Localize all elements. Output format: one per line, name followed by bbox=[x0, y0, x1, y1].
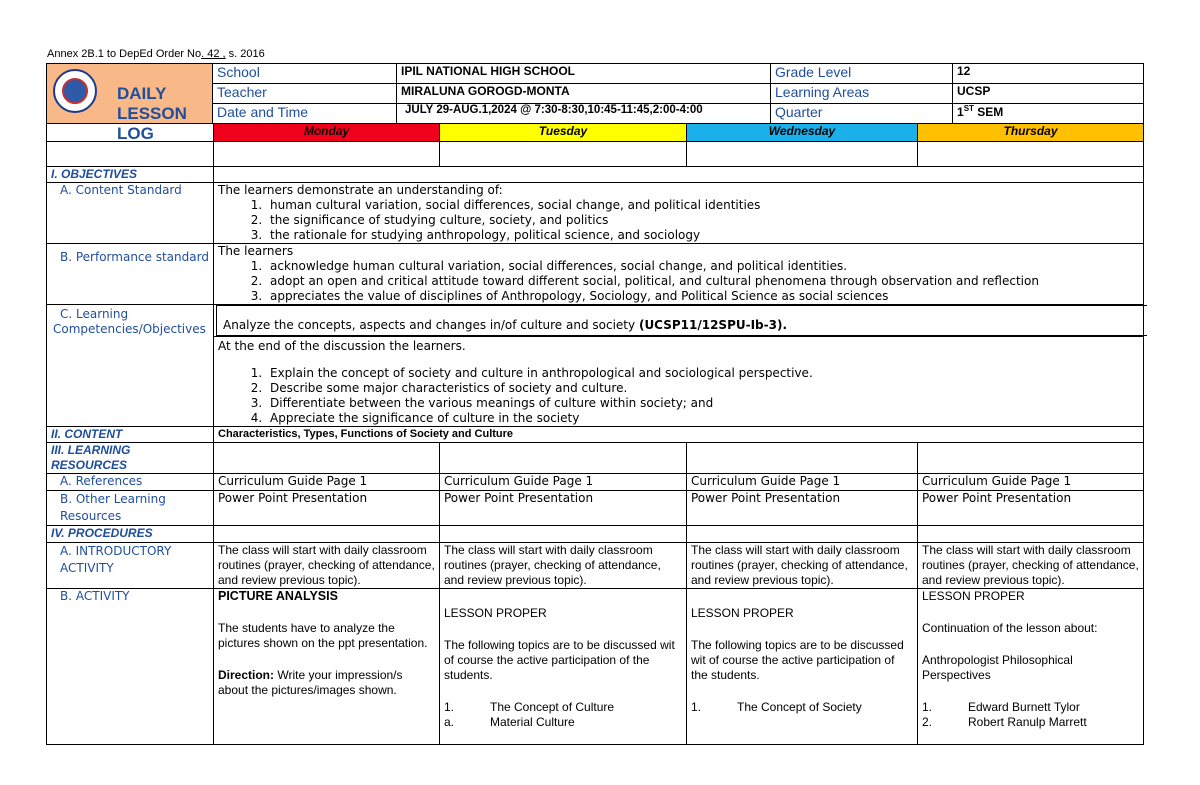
performance-standard-list bbox=[218, 259, 1139, 304]
activity-monday bbox=[214, 589, 440, 745]
school-label: School bbox=[213, 64, 397, 84]
learning-resources-heading: III. LEARNING RESOURCES bbox=[47, 443, 214, 474]
blank-cell bbox=[214, 443, 440, 474]
date-time-label: Date and Time bbox=[213, 104, 397, 124]
blank-cell bbox=[918, 443, 1144, 474]
performance-standard-intro: The learners bbox=[218, 244, 294, 258]
content-standard-intro: The learners demonstrate an understanding of: bbox=[218, 183, 503, 197]
other-resources-thursday: Power Point Presentation bbox=[918, 491, 1144, 526]
day-header-thursday: Thursday bbox=[918, 124, 1144, 142]
grade-level-label: Grade Level bbox=[771, 64, 953, 84]
list-item: 2. adopt an open and critical attitude toward different social, political, and cultural phenomena through observation and reflection bbox=[266, 274, 1139, 289]
blank-cell bbox=[214, 167, 1144, 183]
blank-cell bbox=[440, 142, 687, 167]
content-standard-list bbox=[218, 198, 1139, 243]
list-item: 1. human cultural variation, social differences, social change, and political identities bbox=[266, 198, 1139, 213]
day-header-wednesday: Wednesday bbox=[687, 124, 918, 142]
lesson-item: 2. Robert Ranulp Marrett bbox=[922, 715, 1087, 729]
objectives-heading: I. OBJECTIVES bbox=[47, 167, 214, 183]
lesson-item: 1. The Concept of Culture bbox=[444, 700, 615, 714]
competencies-label: C. Learning Competencies/Objectives bbox=[47, 305, 214, 427]
performance-standard-label: B. Performance standard bbox=[47, 244, 214, 305]
list-item: 4. Appreciate the significance of culture in the society bbox=[266, 411, 1139, 426]
list-item: 3. Differentiate between the various meanings of culture within society; and bbox=[266, 396, 1139, 411]
blank-cell bbox=[918, 142, 1144, 167]
objectives-list bbox=[218, 366, 1139, 426]
references-tuesday: Curriculum Guide Page 1 bbox=[440, 474, 687, 491]
content-value: Characteristics, Types, Functions of Society and Culture bbox=[214, 427, 1144, 443]
other-resources-monday: Power Point Presentation bbox=[214, 491, 440, 526]
blank-cell bbox=[214, 142, 440, 167]
competency-box: Analyze the concepts, aspects and changes in/of culture and society (UCSP11/12SPU-Ib-3). bbox=[216, 305, 1147, 336]
lesson-proper-heading: LESSON PROPER bbox=[922, 589, 1025, 603]
procedures-heading: IV. PROCEDURES bbox=[47, 526, 214, 543]
other-resources-wednesday: Power Point Presentation bbox=[687, 491, 918, 526]
list-item: 3. appreciates the value of disciplines of Anthropology, Sociology, and Political Science as social sciences bbox=[266, 289, 1139, 304]
blank-cell bbox=[440, 526, 687, 543]
header-logo-cell bbox=[47, 64, 213, 143]
day-header-monday: Monday bbox=[214, 124, 440, 142]
intro-tuesday: The class will start with daily classroom routines (prayer, checking of attendance, and review previous topic). bbox=[440, 543, 687, 589]
activity-wednesday bbox=[687, 589, 918, 745]
list-item: 2. Describe some major characteristics of society and culture. bbox=[266, 381, 1139, 396]
competencies-cell bbox=[214, 305, 1144, 427]
activity-title: PICTURE ANALYSIS bbox=[218, 589, 338, 603]
teacher-label: Teacher bbox=[213, 84, 397, 104]
quarter-label: Quarter bbox=[771, 104, 953, 124]
quarter-value: 1ST SEM bbox=[953, 104, 1144, 124]
lesson-proper-heading: LESSON PROPER bbox=[444, 606, 547, 620]
activity-label: B. ACTIVITY bbox=[47, 589, 214, 745]
list-item: 1. Explain the concept of society and culture in anthropological and sociological perspective. bbox=[266, 366, 1139, 381]
references-wednesday: Curriculum Guide Page 1 bbox=[687, 474, 918, 491]
introductory-activity-label: A. INTRODUCTORY ACTIVITY bbox=[47, 543, 214, 589]
blank-cell bbox=[687, 142, 918, 167]
content-standard-cell bbox=[214, 183, 1144, 244]
list-item: 1. acknowledge human cultural variation, social differences, social change, and political identities. bbox=[266, 259, 1139, 274]
school-value: IPIL NATIONAL HIGH SCHOOL bbox=[397, 64, 771, 84]
content-heading: II. CONTENT bbox=[47, 427, 214, 443]
intro-thursday: The class will start with daily classroom routines (prayer, checking of attendance, and review previous topic). bbox=[918, 543, 1144, 589]
teacher-value: MIRALUNA GOROGD-MONTA bbox=[397, 84, 771, 104]
blank-cell bbox=[47, 124, 214, 142]
lesson-proper-text: The following topics are to be discussed wit of course the active participation of the students. bbox=[444, 638, 675, 682]
day-header-tuesday: Tuesday bbox=[440, 124, 687, 142]
performance-standard-cell bbox=[214, 244, 1144, 305]
references-thursday: Curriculum Guide Page 1 bbox=[918, 474, 1144, 491]
document-title: DAILY LESSON LOG bbox=[117, 84, 187, 143]
intro-wednesday: The class will start with daily classroom routines (prayer, checking of attendance, and review previous topic). bbox=[687, 543, 918, 589]
blank-cell bbox=[687, 443, 918, 474]
learning-areas-label: Learning Areas bbox=[771, 84, 953, 104]
activity-direction: Direction: Write your impression/s about the pictures/images shown. bbox=[218, 668, 403, 697]
lesson-proper-subheading: Anthropologist Philosophical Perspectives bbox=[922, 653, 1073, 682]
blank-cell bbox=[687, 526, 918, 543]
objectives-intro: At the end of the discussion the learners. bbox=[218, 339, 466, 353]
lesson-item: a. Material Culture bbox=[444, 715, 575, 729]
blank-cell bbox=[918, 526, 1144, 543]
blank-cell bbox=[440, 443, 687, 474]
activity-thursday bbox=[918, 589, 1144, 745]
content-standard-label: A. Content Standard bbox=[47, 183, 214, 244]
activity-text: The students have to analyze the pictures shown on the ppt presentation. bbox=[218, 621, 428, 650]
deped-seal-icon bbox=[53, 69, 97, 113]
blank-cell bbox=[214, 526, 440, 543]
list-item: 3. the rationale for studying anthropology, political science, and sociology bbox=[266, 228, 1139, 243]
grade-level-value: 12 bbox=[953, 64, 1144, 84]
activity-tuesday bbox=[440, 589, 687, 745]
intro-monday: The class will start with daily classroom routines (prayer, checking of attendance, and review previous topic). bbox=[214, 543, 440, 589]
other-resources-tuesday: Power Point Presentation bbox=[440, 491, 687, 526]
date-time-value: JULY 29-AUG.1,2024 @ 7:30-8:30,10:45-11:45,2:00-4:00 bbox=[397, 104, 771, 124]
blank-cell bbox=[47, 142, 214, 167]
lesson-item: 1. Edward Burnett Tylor bbox=[922, 700, 1080, 714]
lesson-proper-text: Continuation of the lesson about: bbox=[922, 621, 1098, 635]
list-item: 2. the significance of studying culture, society, and politics bbox=[266, 213, 1139, 228]
lesson-item: 1. The Concept of Society bbox=[691, 700, 862, 714]
learning-areas-value: UCSP bbox=[953, 84, 1144, 104]
annex-reference: Annex 2B.1 to DepEd Order No. 42 , s. 2016 bbox=[47, 48, 265, 60]
other-resources-label: B. Other Learning Resources bbox=[47, 491, 214, 526]
references-label: A. References bbox=[47, 474, 214, 491]
lesson-proper-heading: LESSON PROPER bbox=[691, 606, 794, 620]
lesson-proper-text: The following topics are to be discussed wit of course the active participation of the students. bbox=[691, 638, 904, 682]
lesson-log-table bbox=[46, 123, 1144, 745]
references-monday: Curriculum Guide Page 1 bbox=[214, 474, 440, 491]
